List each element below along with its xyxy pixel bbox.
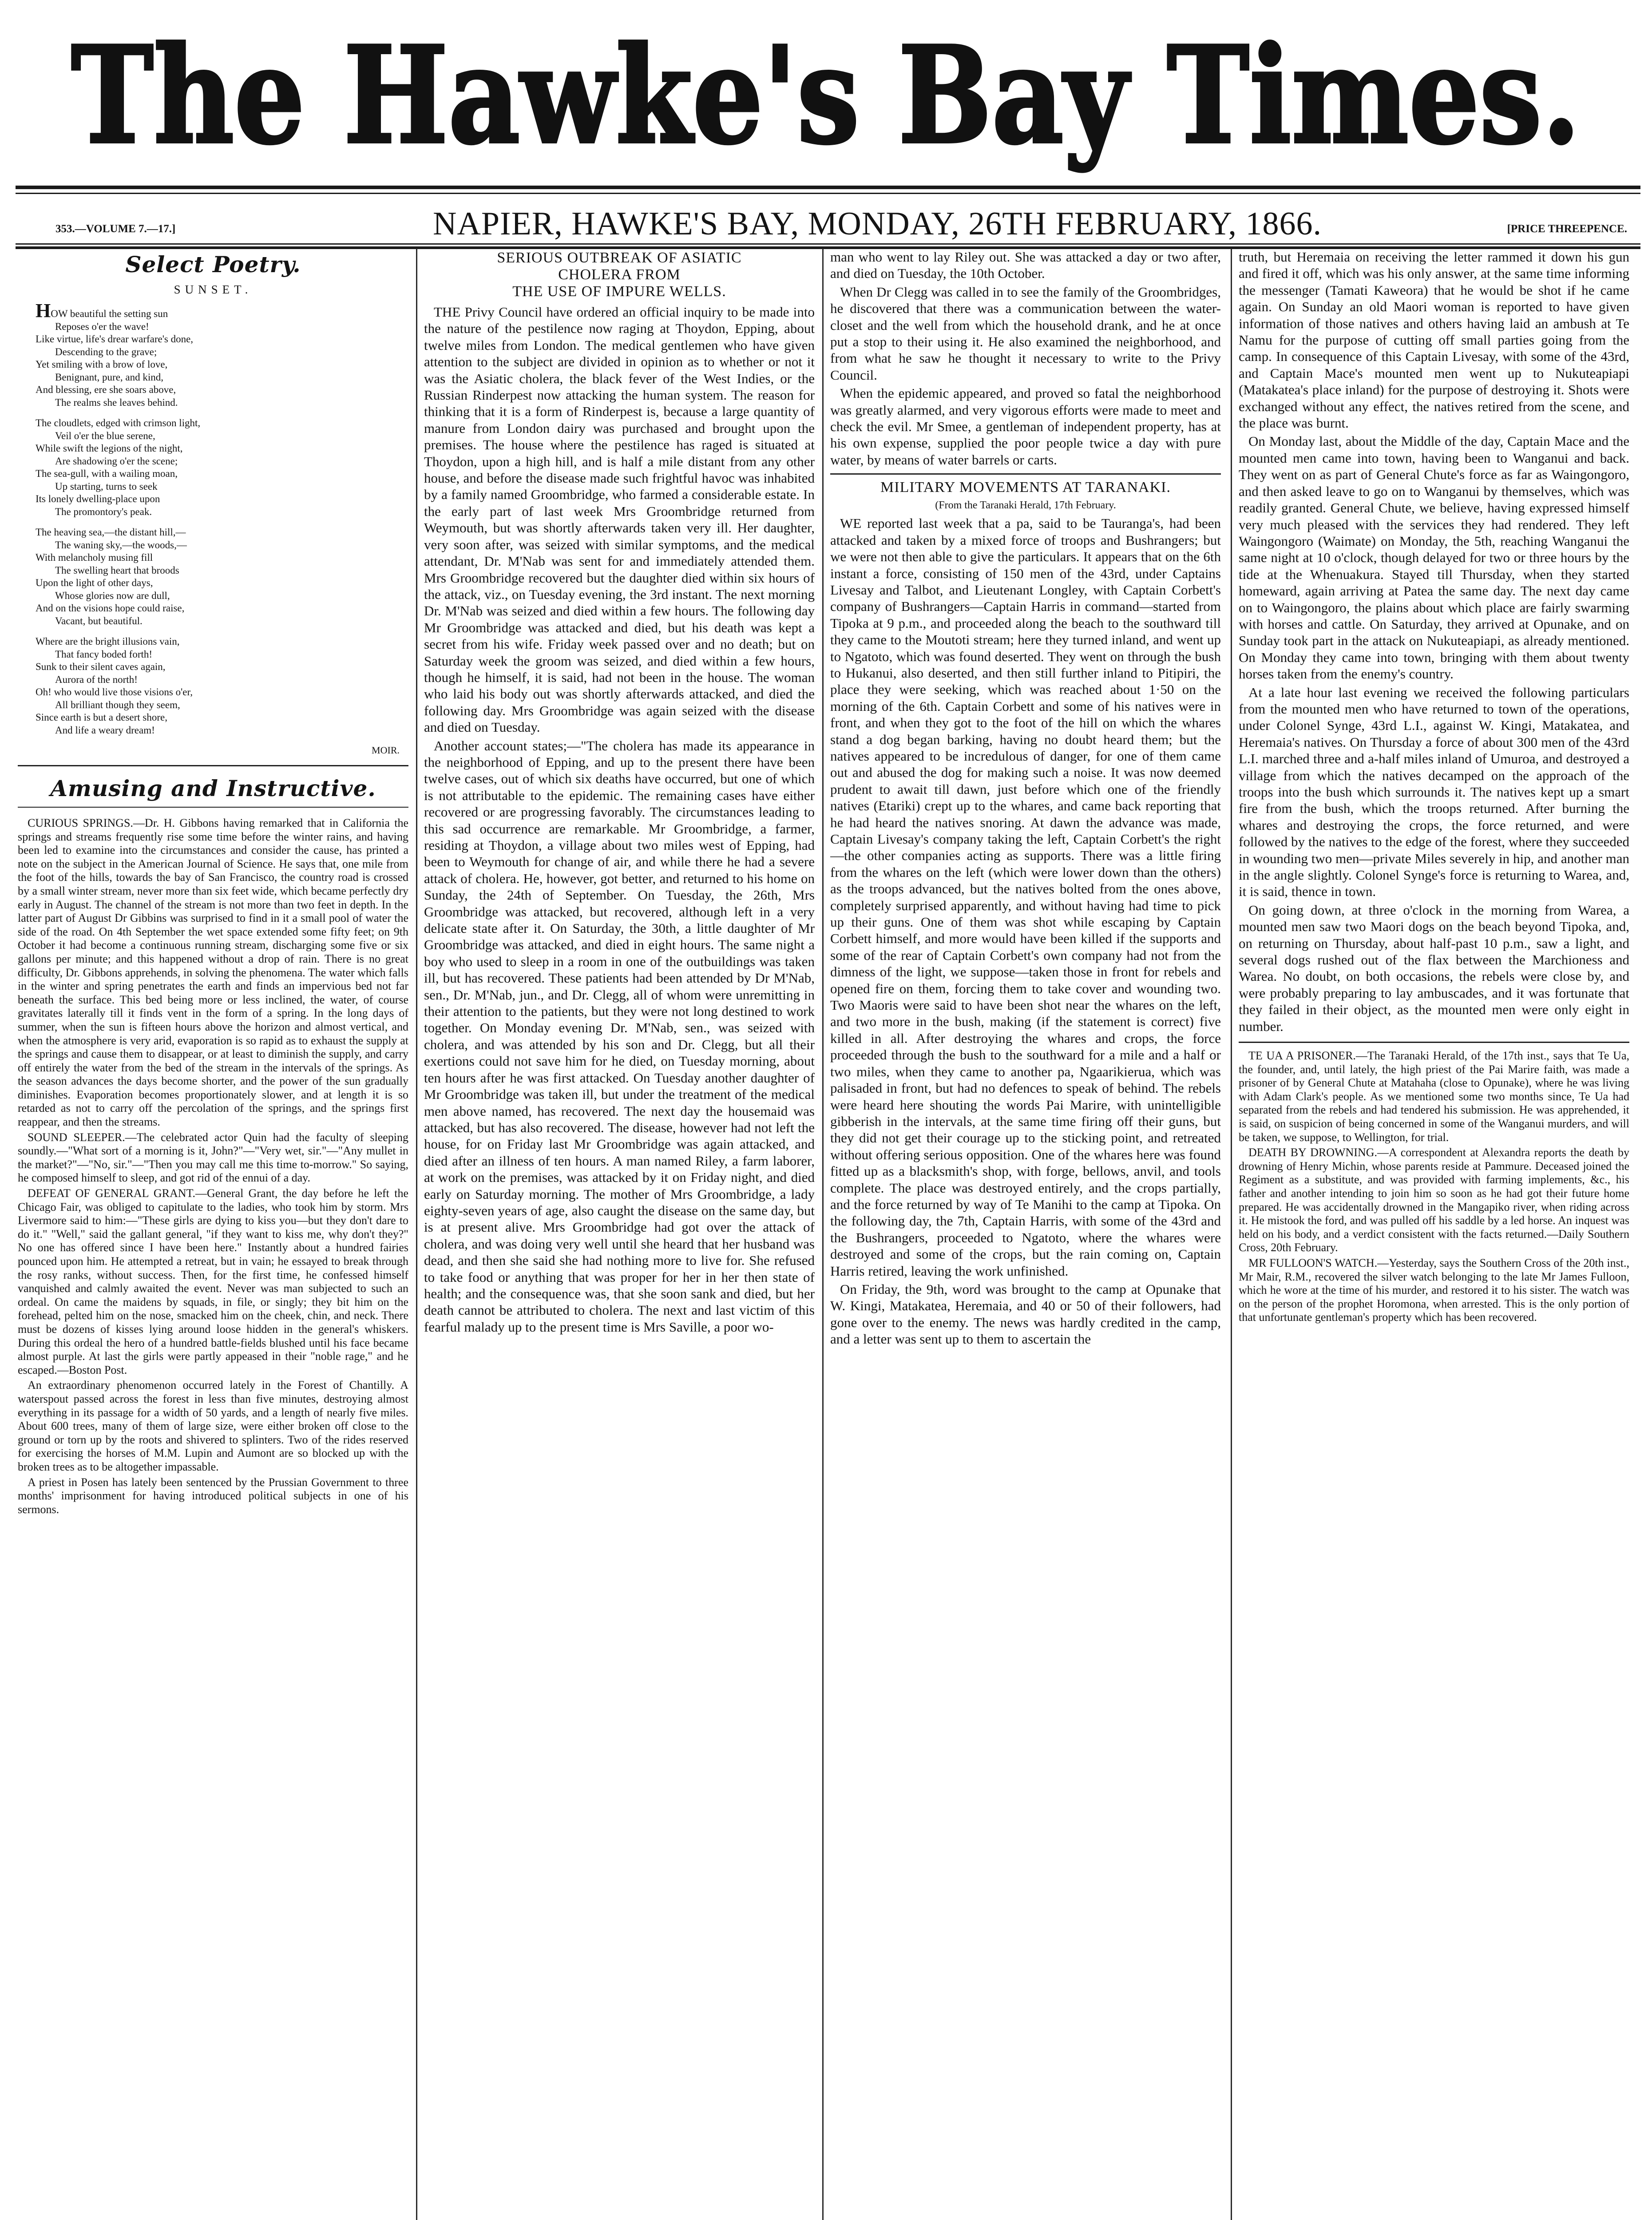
cholera-headline — [424, 250, 815, 300]
poem-line: The realms she leaves behind. — [55, 396, 178, 408]
poem-line: Are shadowing o'er the scene; — [55, 455, 178, 467]
paragraph: On going down, at three o'clock in the morning from Warea, a mounted men saw two Maori dogs on the beach beyond Tipoka, and, on returning on Thursday, about half-past 10 p.m., saw a light, and several dogs rushed out of the flax between the Marchioness and Warea. No doubt, on both occasions, the rebels were close by, and were probably preparing to lay ambuscades, and it was fortunate that they failed in their object, as the mounted men were only eight in number. — [1239, 902, 1629, 1034]
poem-stanza — [36, 300, 408, 409]
poem-line: While swift the legions of the night, — [36, 443, 183, 454]
poem-line: Descending to the grave; — [55, 346, 157, 357]
poem-line: Vacant, but beautiful. — [55, 615, 143, 626]
paragraph: On Monday last, about the Middle of the day, Captain Mace and the mounted men came into town, having been to Wanganui and back. They went on as part of General Chute's force as far as Waingongoro, and then asked leave to go on to Wanganui by themselves, which was readily granted. General Chute, we believe, having expressed himself very much pleased with the services they had rendered. They left Waingongoro (Waimate) on Monday, the 5th, reaching Wanganui the same night at 10 o'clock, though delayed for two or three hours by the tide at the Whenuakura. Stayed till Thursday, when they started homeward, again arriving at Patea the same day. The next day came on to Waingongoro, the plains about which place are fairly swarming with horses and cattle. On Saturday, they arrived at Opunake, and on Sunday took part in the attack on Nukuteapiapi, as already mentioned. On Monday they came into town, bringing with them about twenty horses taken from the enemy's country. — [1239, 433, 1629, 682]
poem-line: Yet smiling with a brow of love, — [36, 359, 168, 370]
poem-line: With melancholy musing fill — [36, 552, 153, 563]
dateline-rule-thin — [16, 243, 1640, 245]
article-defeat-of-general-grant: DEFEAT OF GENERAL GRANT.—General Grant, the day before he left the Chicago Fair, was obliged to capitulate to the ladies, who took him by storm. Mrs Livermore said to him:—"These girls are dying to kiss you—but they don't dare to do it." "Well," said the gallant general, "if they want to kiss me, why don't they?" No one has offered since I have been here." Instantly about a hundred fairies pounced upon him. He attempted a retreat, but in vain; he essayed to break through the rosy ranks, without success. Then, for the first time, he confessed himself vanquished and calmly awaited the event. Never was man subjected to such an ordeal. On came the maidens by squads, in file, or singly; they bit him on the forehead, pelted him on the nose, smacked him on the cheek, chin, and neck. There must be dozens of kisses lying around loose hidden in the general's whiskers. During this ordeal the hero of a hundred battle-fields blushed until his face became almost purple. At last the girls were partly appeased in their "noble rage," and he escaped.—Boston Post. — [18, 1187, 408, 1376]
poem-line: The heaving sea,—the distant hill,— — [36, 527, 186, 538]
article-chantilly-waterspout: An extraordinary phenomenon occurred lately in the Forest of Chantilly. A waterspout passed across the forest in less than five minutes, destroying almost everything in its passage for a width of 50 yards, and a length of nearly five miles. About 600 trees, many of them of large size, were either broken off close to the ground or torn up by the roots and shivered to splinters. Two of the rides reserved for exercising the horses of M.M. Lupin and Aumont are so blocked up with the broken trees as to be altogether impassable. — [18, 1379, 408, 1473]
poem-line: Oh! who would live those visions o'er, — [36, 686, 193, 698]
article-source: (From the Taranaki Herald, 17th February. — [935, 500, 1116, 511]
article-mr-fulloons-watch: MR FULLOON'S WATCH.—Yesterday, says the Southern Cross of the 20th inst., Mr Mair, R.M., recovered the silver watch belonging to the late Mr James Fulloon, which he wore at the time of his murder, and restored it to his sister. The watch was on the person of the prophet Horomona, when arrested. This is the only portion of that unfortunate gentleman's property which has been recovered. — [1239, 1257, 1629, 1324]
poem-line: Up starting, turns to seek — [55, 480, 158, 492]
article-te-ua-prisoner: TE UA A PRISONER.—The Taranaki Herald, of the 17th inst., says that Te Ua, the founder, and, until lately, the high priest of the Pai Marire faith, was made a prisoner of by General Chute at Matahaha (close to Opunake), where he was living with Adam Clark's people. As we mentioned some two months since, Te Ua had separated from the rebels and had tendered his submission. He was apprehended, it is said, on suspicion of being concerned in some of the Wanganui murders, and will be taken, we suppose, to Wellington, for trial. — [1239, 1049, 1629, 1144]
column-4-news-items — [1239, 1049, 1629, 1324]
column-4 — [1239, 249, 1629, 2220]
top-rule-thin — [16, 193, 1640, 194]
article-death-by-drowning: DEATH BY DROWNING.—A correspondent at Alexandra reports the death by drowning of Henry Michin, whose parents reside at Pammure. Deceased joined the Regiment as a substitute, and was provided with farming implements, &c., his father and another intending to join him so soon as he had got their future home prepared. He was accidentally drowned in the Mangapiko river, when riding across it. He mistook the ford, and was pulled off his saddle by a led horse. An inquest was held on his body, and a verdict consistent with the facts returned.—Daily Southern Cross, 20th February. — [1239, 1146, 1629, 1254]
poem-line: HOW beautiful the setting sun — [36, 300, 168, 321]
section-divider — [1239, 1042, 1629, 1043]
poem-line: The waning sky,—the woods,— — [55, 539, 187, 551]
poem-stanza — [36, 526, 408, 627]
headline-line: CHOLERA FROM — [558, 266, 681, 283]
column-rule-1 — [416, 249, 417, 2220]
section-divider — [18, 807, 408, 808]
masthead-title-text: The Hawke's Bay Times. — [71, 17, 1581, 173]
paragraph: On Friday, the 9th, word was brought to the camp at Opunake that W. Kingi, Matakatea, Heremaia, and 40 or 50 of their followers, had gone over to the enemy. The news was hardly credited in the camp, and a letter was sent up to them to ascertain the — [830, 1281, 1221, 1347]
article-sound-sleeper: SOUND SLEEPER.—The celebrated actor Quin had the faculty of sleeping soundly.—"What sort of a morning is it, John?"—"Very wet, sir."—"Any mullet in the market?"—"No, sir."—"Then you may call me this time to-morrow." So saying, he composed himself to sleep, and got rid of the ennui of a day. — [18, 1130, 408, 1185]
paragraph: When the epidemic appeared, and proved so fatal the neighborhood was greatly alarmed, and very vigorous efforts were made to meet and check the evil. Mr Smee, a gentleman of independent property, has at his own expense, supplied the poor people twice a day with pure water, by means of water barrels or carts. — [830, 385, 1221, 468]
poem-line: Upon the light of other days, — [36, 577, 153, 588]
paragraph: WE reported last week that a pa, said to be Tauranga's, had been attacked and taken by a mixed force of troops and Bushrangers; but we were not then able to give the particulars. It appears that on the 6th instant a force, consisting of 150 men of the 43rd, under Captains Livesay and Talbot, and Lieutenant Longley, with Captain Corbett's company of Bushrangers—Captain Harris in command—started from Tipoka at 9 p.m., and proceeded along the beach to the southward till they came to the Moutoti stream; here they turned inland, and went up to Ngatoto, which was found deserted. They went on through the bush to Hukanui, also deserted, and then still further inland to Pitipiri, the place they were seeking, which was reached about 1·50 on the morning of the 6th. Captain Corbett and some of his natives were in front, and when they got to the foot of the hill on which the whares stand a dog began barking, having no doubt heard them; but the natives appeared to be incredulous of danger, for one of them came out and abused the dog for making such a noise. It was now deemed prudent to await till dawn, just before which one of the friendly natives (Etariki) crept up to the whares, and came back reporting that he had heard the natives snoring. At dawn the advance was made, Captain Livesay's company taking the left, Captain Corbett's the right—the other companies acting as supports. There was a little firing from the whares on the left (which were lower down than the others) as the troops advanced, but the natives bolted from the ones above, completely surprised apparently, and without having had time to pick up their guns. One of them was shot while escaping by Captain Corbett himself, and more would have been killed if the supports and some of the rear of Captain Corbett's own company had not from the dimness of the light, we suppose—taken those in front for rebels and opened fire on them, forcing them to take cover and wounding two. Two Maoris were said to have been shot near the whares on the left, and two more in the bush, making (if the statement is correct) five killed in all. After destroying the whares and crops, the force proceeded through the bush to the southward for a mile and a half or two miles, when they came to another pa, Ngaarikierua, which was palisaded in front, but had no defences to speak of behind. The rebels were heard here shouting the words Pai Marire, with unintelligible gibberish in the intervals, at the same time firing off their guns, but they did not get their courage up to the sticking point, and retreated without offering serious opposition. One of the whares here was found fitted up as a blacksmith's shop, with forge, bellows, anvil, and tools complete. The place was destroyed entirely, and the crops partially, and the force returned by way of Te Manihi to the camp at Tipoka. On the following day, the 7th, Captain Harris, with some of the 43rd and the Bushrangers, proceeded to Ngatoto, where the whares were destroyed and some of the crops, but the rain coming on, Captain Harris retired, leaving the work unfinished. — [830, 515, 1221, 1279]
poem-line: The swelling heart that broods — [55, 564, 179, 576]
paragraph: At a late hour last evening we received the following particulars from the mounted men who have returned to town of the operations, under Colonel Synge, 43rd L.I., against W. Kingi, Matakatea, and Heremaia's natives. On Thursday a force of about 300 men of the 43rd L.I. marched three and a-half miles inland of Umuroa, and destroyed a village from which the natives decamped on the approach of the troops into the bush which surrounds it. The natives kept up a smart fire from the bush, which the troops returned. After burning the whares and destroying the crops, the force returned, and were followed by the natives to the edge of the forest, where they succeeded in wounding two men—private Miles severely in hip, and another man in the angle slightly. Colonel Synge's force is returning to Warea, and, it is said, thence in town. — [1239, 684, 1629, 900]
column-1 — [18, 249, 408, 2220]
poem-line: Whose glories now are dull, — [55, 590, 170, 601]
poem-line: Benignant, pure, and kind, — [55, 371, 164, 383]
poem-line: Where are the bright illusions vain, — [36, 636, 180, 647]
poem-line: Reposes o'er the wave! — [55, 321, 149, 332]
article-posen-priest: A priest in Posen has lately been sentenced by the Prussian Government to three months' imprisonment for having introduced political subjects in one of his sermons. — [18, 1475, 408, 1516]
poem-stanza — [36, 417, 408, 518]
poem-line: And on the visions hope could raise, — [36, 603, 185, 614]
poem-line: The cloudlets, edged with crimson light, — [36, 417, 201, 428]
column-rule-2 — [822, 249, 824, 2220]
poem-title: SUNSET. — [174, 283, 253, 296]
section-divider — [830, 473, 1221, 475]
poem-line: Like virtue, life's drear warfare's done, — [36, 333, 194, 345]
cholera-article-continued — [830, 249, 1221, 468]
poem-line: The promontory's peak. — [55, 506, 152, 517]
paragraph: man who went to lay Riley out. She was attacked a day or two after, and died on Tuesday, the 10th October. — [830, 249, 1221, 281]
poem-line: That fancy boded forth! — [55, 648, 153, 660]
headline-line: SERIOUS OUTBREAK OF ASIATIC — [497, 250, 742, 266]
column-rule-3 — [1231, 249, 1232, 2220]
poem-stanza — [36, 635, 408, 737]
poetry-heading: Select Poetry. — [125, 251, 301, 278]
price: [PRICE THREEPENCE. — [1507, 223, 1627, 235]
issue-date: NAPIER, HAWKE'S BAY, MONDAY, 26TH FEBRUARY, 1866. — [433, 206, 1322, 242]
poem-line: Aurora of the north! — [55, 674, 138, 685]
poem-line: The sea-gull, with a wailing moan, — [36, 468, 178, 479]
poem-line: Since earth is but a desert shore, — [36, 712, 167, 723]
drop-cap: H — [36, 300, 51, 321]
poem-line: And blessing, ere she soars above, — [36, 384, 176, 395]
dateline — [16, 205, 1640, 250]
poem-line: Sunk to their silent caves again, — [36, 661, 166, 672]
poem-line: All brilliant though they seem, — [55, 699, 180, 710]
poem-signature: MOIR. — [372, 745, 400, 756]
masthead-title — [0, 13, 1652, 173]
cholera-article — [424, 304, 815, 1335]
paragraph: THE Privy Council have ordered an official inquiry to be made into the nature of the pestilence now raging at Thoydon, Epping, about twelve miles from London. The medical gentlemen who have given attention to the subject are divided in opinion as to whether or not it was the Asiatic cholera, the black fever of the West Indies, or the Russian Rinderpest now attacking the human system. The reason for thinking that it is a form of Rinderpest is, because a large quantity of manure from London dairy was purchased and brought upon the premises. The house where the pestilence has raged is situated at Thoydon, upon a high hill, and is half a mile distant from any other house, and before the disease made such frightful havoc was inhabited by a family named Groombridge, who farmed a considerable estate. In the early part of last week Mrs Groombridge returned from Weymouth, but was shortly afterwards taken very ill. Her daughter, very soon after, was seized with similar symptoms, and the medical attendant, Dr. M'Nab was sent for and immediately attended them. Mrs Groombridge recovered but the daughter died within six hours of the attack, viz., on Tuesday evening, the 3rd instant. The next morning Dr. M'Nab was seized and died within a few hours. The following day Mr Groombridge was attacked and died, but his death was kept a secret from his wife. Friday week passed over and no death; but on Saturday week the groom was seized, and died within a few hours, though he himself, it is said, had not been in the house. The woman who laid his body out was shortly afterwards attacked, and died the following day. Mrs Groombridge was again seized with the disease and died on Tuesday. — [424, 304, 815, 735]
poem-line: Its lonely dwelling-place upon — [36, 493, 160, 504]
amusing-heading: Amusing and Instructive. — [50, 775, 376, 801]
poem — [18, 300, 408, 737]
column-1-articles — [18, 817, 408, 1516]
military-article — [830, 515, 1221, 1347]
poem-line: And life a weary dream! — [55, 724, 155, 736]
military-headline: MILITARY MOVEMENTS AT TARANAKI. — [880, 479, 1171, 496]
paragraph: Another account states;—"The cholera has made its appearance in the neighborhood of Epping, and up to the present there have been twelve cases, out of which six deaths have occurred, but one of which is not attributable to the epidemic. The remaining cases have either recovered or are progressing favorably. The circumstances leading to this sad occurrence are remarkable. Mr Groombridge, a farmer, residing at Thoydon, a village about two miles west of Epping, had been to Weymouth for change of air, and while there he had a severe attack of cholera. He, however, got better, and returned to his home on Sunday, the 24th of September. On Tuesday, the 26th, Mrs Groombridge was attacked, but recovered, although left in a very delicate state after it. On Saturday, the 30th, a little daughter of Mr Groombridge was attacked, and died in eight hours. The same night a boy who used to sleep in a room in one of the outbuildings was taken ill, but has recovered. These patients had been attended by Dr M'Nab, sen., Dr. M'Nab, jun., and Dr. Clegg, all of whom were unremitting in their attention to the patients, but they were not long destined to work together. On Monday evening Dr. M'Nab, sen., was seized with cholera, and was attended by his son and Dr. Clegg, but all their exertions could not save him for he died, on Tuesday morning, about ten hours after he was first attacked. On Tuesday another daughter of Mr Groombridge was taken ill, but under the treatment of the medical men above named, has recovered. The next day the housemaid was attacked, but has also recovered. The disease, however had not left the house, for on Friday last Mr Groombridge was again attacked, and died after an illness of ten hours. A man named Riley, a farm laborer, at work on the premises, was attacked by it on Friday night, and died early on Saturday morning. The mother of Mrs Groombridge, a lady eighty-seven years of age, also caught the disease on the same day, but is at present alive. Mrs Groombridge had got over the attack of cholera, and was doing very well until she heard that her husband was dead, and then she said she had nothing more to live for. She refused to take food or anything that was proper for her in her then state of health; and the consequence was, that she soon sank and died, but her death cannot be attributed to cholera. The next and last victim of this fearful malady up to the present time is Mrs Saville, a poor wo- — [424, 737, 815, 1335]
column-2 — [424, 249, 815, 2220]
top-rule-thick — [16, 186, 1640, 189]
paragraph: When Dr Clegg was called in to see the family of the Groombridges, he discovered that there was a communication between the water-closet and the well from which the household drank, and he at once put a stop to their using it. He also examined the neighborhood, and from what he saw he thought it necessary to write to the Privy Council. — [830, 284, 1221, 383]
poem-line: Veil o'er the blue serene, — [55, 430, 155, 441]
paragraph: truth, but Heremaia on receiving the letter rammed it down his gun and fired it off, which was his only answer, at the same time informing the messenger (Tamati Kaweora) that he would be shot if he came again. On Sunday an old Maori woman is reported to have given information of those natives and others having laid an ambush at Te Namu for the purpose of cutting off small parties going from the camp. In consequence of this Captain Livesay, with some of the 43rd, and Captain Mace's mounted men went up to Nukuteapiapi (Matakatea's place inland) for the purpose of destroying it. Shots were exchanged without any effect, the natives retired from the scene, and the place was burnt. — [1239, 249, 1629, 431]
volume-number: 353.—VOLUME 7.—17.] — [55, 223, 176, 235]
column-3 — [830, 249, 1221, 2220]
headline-line: THE USE OF IMPURE WELLS. — [512, 283, 726, 300]
article-curious-springs: CURIOUS SPRINGS.—Dr. H. Gibbons having remarked that in California the springs and streams frequently rise some time before the winter rains, and having been led to examine into the circumstances and consider the cause, has printed a note on the subject in the American Journal of Science. He says that, one mile from the foot of the hills, towards the bay of San Francisco, the country road is crossed by a small winter stream, never more than six feet wide, which became perfectly dry early in August. The channel of the stream is not more than two feet in depth. In the latter part of August Dr Gibbins was surprised to find in it a small pool of water the side of the road. On 4th September the wet space extended some fifty feet; on 9th October it had become a continuous running stream, discharging some five or six gallons per minute; and this happened without a drop of rain. There is no great difficulty, Dr. Gibbons apprehends, in solving the phenomena. The water which falls in the winter and spring penetrates the earth and finds an impervious bed not far beneath the surface. This bed being more or less inclined, the water, of course gravitates laterally till it finds vent in the form of a spring. In the long days of summer, when the sun is fifteen hours above the horizon and almost vertical, and when the atmosphere is very arid, evaporation is so rapid as to exhaust the supply at the springs and cause them to disappear, or at least to diminish the supply, and carry off entirely the water from the bed of the stream in the intervals of the springs. As the season advances the days become shorter, and the power of the sun gradually diminishes. Evaporation becomes proportionately slower, and at length it is so retarded as not to carry off the percolation of the springs, and the springs first reappear, and then the streams. — [18, 817, 408, 1129]
masthead — [0, 13, 1652, 173]
section-divider — [18, 765, 408, 766]
military-article-continued — [1239, 249, 1629, 1035]
